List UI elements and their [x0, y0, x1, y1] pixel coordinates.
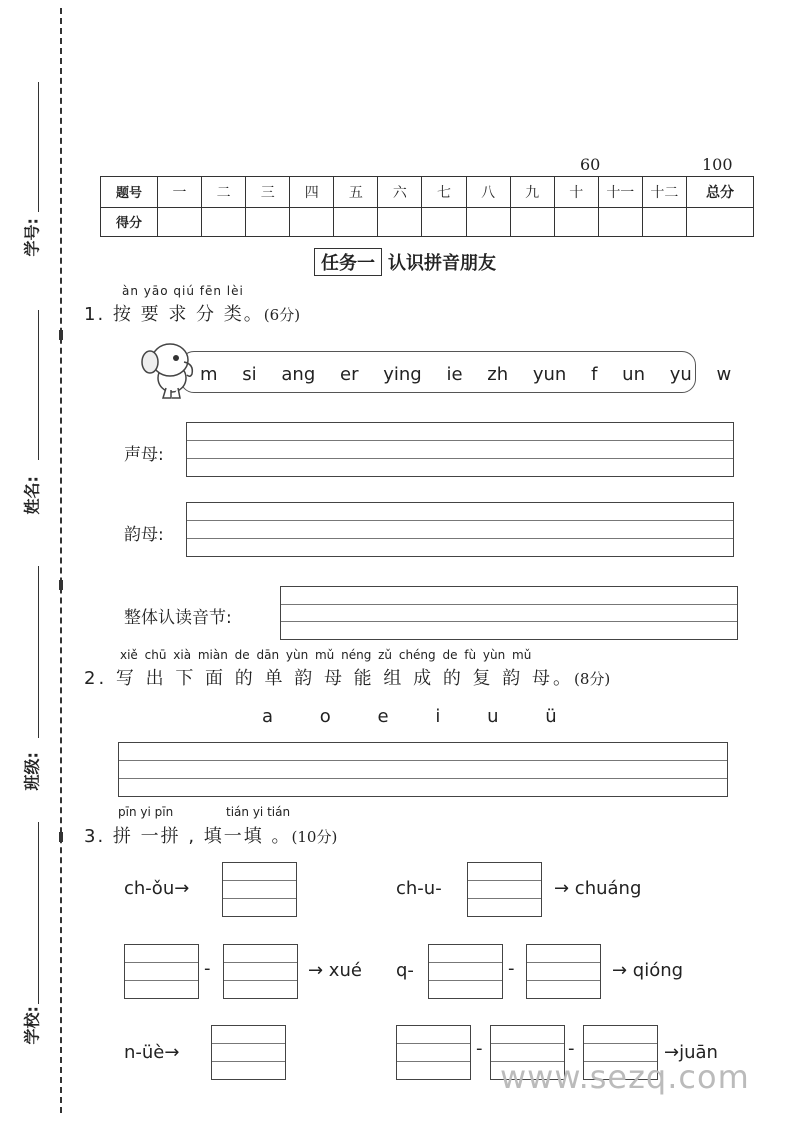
letter-item: un — [622, 364, 645, 385]
letter-item: ying — [383, 364, 422, 385]
column-header: 三 — [246, 177, 290, 208]
column-header: 六 — [378, 177, 422, 208]
r2b-syllable: q- — [396, 960, 414, 981]
score-cell[interactable] — [378, 207, 422, 236]
score-cell[interactable] — [554, 207, 598, 236]
max-total-score: 100 — [702, 155, 733, 174]
name-label: 姓名: — [22, 476, 42, 515]
binding-dashed-line — [60, 8, 62, 1113]
letter-item: er — [340, 364, 359, 385]
class-label: 班级: — [22, 752, 42, 791]
column-header: 七 — [422, 177, 466, 208]
score-cell[interactable] — [422, 207, 466, 236]
column-header: 十一 — [598, 177, 642, 208]
vowel-item: o — [319, 706, 331, 727]
task-title: 认识拼音朋友 — [388, 253, 496, 274]
score-cell[interactable] — [466, 207, 510, 236]
q2-pinyin: xiě chū xià miàn de dān yùn mǔ néng zǔ chéng de fù yùn mǔ — [120, 648, 532, 662]
score-table-header-row — [101, 177, 754, 208]
row-label-score: 得分 — [101, 207, 158, 236]
q2-prompt — [84, 664, 610, 690]
binding-mark — [59, 832, 63, 842]
q2-points: (8分) — [574, 670, 611, 688]
q1-points: (6分) — [263, 306, 301, 324]
r1a-syllable: ch-ǒu→ — [124, 878, 190, 899]
student-no-label: 学号: — [22, 218, 42, 257]
score-cell[interactable] — [510, 207, 554, 236]
r3a-syllable: n-üè→ — [124, 1042, 180, 1063]
answer-box[interactable] — [222, 862, 297, 917]
letter-item: yun — [532, 364, 567, 385]
school-label: 学校: — [22, 1006, 42, 1045]
letter-item: f — [591, 364, 598, 385]
finals-label: 韵母: — [124, 525, 164, 545]
dash-sign: - — [476, 1038, 483, 1059]
column-header: 一 — [158, 177, 202, 208]
answer-box[interactable] — [211, 1025, 286, 1080]
answer-box[interactable] — [526, 944, 601, 999]
q3-pinyin-2: tián yi tián — [226, 805, 291, 819]
r3b-result: →juān — [664, 1042, 718, 1063]
task-heading — [314, 248, 496, 276]
column-header: 二 — [202, 177, 246, 208]
elephant-icon — [140, 338, 200, 400]
score-table-score-row — [101, 207, 754, 236]
r2a-result: → xué — [308, 960, 362, 981]
answer-box[interactable] — [428, 944, 503, 999]
part-score: 60 — [580, 155, 601, 174]
binding-mark — [59, 580, 63, 590]
q2-text: 2. 写 出 下 面 的 单 韵 母 能 组 成 的 复 韵 母。 — [84, 668, 574, 689]
column-header: 四 — [290, 177, 334, 208]
vowel-item: a — [262, 706, 274, 727]
dash-sign: - — [204, 958, 211, 979]
q3-points: (10分) — [291, 828, 338, 846]
score-cell[interactable] — [598, 207, 642, 236]
r1b-result: → chuáng — [554, 878, 642, 899]
letter-item: zh — [487, 364, 509, 385]
total-header: 总分 — [687, 177, 754, 208]
row-label-question: 题号 — [101, 177, 158, 208]
total-score-cell[interactable] — [687, 207, 754, 236]
q2-writing-lines[interactable] — [118, 742, 728, 797]
dash-sign: - — [508, 958, 515, 979]
school-line — [38, 822, 39, 1004]
answer-box[interactable] — [223, 944, 298, 999]
q3-pinyin-1: pīn yi pīn — [118, 805, 174, 819]
q2-vowel-list — [262, 706, 598, 727]
answer-box[interactable] — [467, 862, 542, 917]
letter-item: ang — [281, 364, 316, 385]
dash-sign: - — [568, 1038, 575, 1059]
finals-writing-lines[interactable] — [186, 502, 734, 557]
initials-writing-lines[interactable] — [186, 422, 734, 477]
column-header: 十二 — [642, 177, 686, 208]
watermark: www.sezq.com — [500, 1058, 750, 1096]
q1-pinyin: àn yāo qiú fēn lèi — [122, 284, 244, 298]
letter-item: si — [242, 364, 257, 385]
initials-label: 声母: — [124, 445, 164, 465]
letter-item: yu — [669, 364, 692, 385]
binding-mark — [59, 330, 63, 340]
score-table — [100, 176, 754, 237]
whole-syllable-label: 整体认读音节: — [124, 608, 232, 628]
score-cell[interactable] — [290, 207, 334, 236]
answer-box[interactable] — [396, 1025, 471, 1080]
r2b-result: → qióng — [612, 960, 684, 981]
q1-prompt — [84, 300, 300, 326]
vowel-item: u — [487, 706, 499, 727]
q3-prompt — [84, 822, 337, 848]
student-no-line — [38, 82, 39, 212]
whole-syllable-writing-lines[interactable] — [280, 586, 738, 640]
name-line — [38, 310, 39, 460]
column-header: 五 — [334, 177, 378, 208]
r1b-syllable: ch-u- — [396, 878, 442, 899]
column-header: 九 — [510, 177, 554, 208]
task-number-box: 任务一 — [314, 248, 382, 276]
column-header: 八 — [466, 177, 510, 208]
q1-text: 1. 按 要 求 分 类。 — [84, 304, 264, 325]
class-line — [38, 566, 39, 738]
vowel-item: ü — [545, 706, 557, 727]
vowel-item: e — [377, 706, 389, 727]
vowel-item: i — [435, 706, 441, 727]
q1-letter-list — [200, 364, 750, 385]
letter-item: ie — [446, 364, 463, 385]
score-cell[interactable] — [202, 207, 246, 236]
q3-text: 3. 拼 一拼 , 填一填 。 — [84, 826, 292, 847]
score-cell[interactable] — [158, 207, 202, 236]
score-cell[interactable] — [642, 207, 686, 236]
answer-box[interactable] — [124, 944, 199, 999]
column-header: 十 — [554, 177, 598, 208]
letter-item: w — [716, 364, 732, 385]
letter-item: m — [200, 364, 218, 385]
score-cell[interactable] — [334, 207, 378, 236]
score-cell[interactable] — [246, 207, 290, 236]
